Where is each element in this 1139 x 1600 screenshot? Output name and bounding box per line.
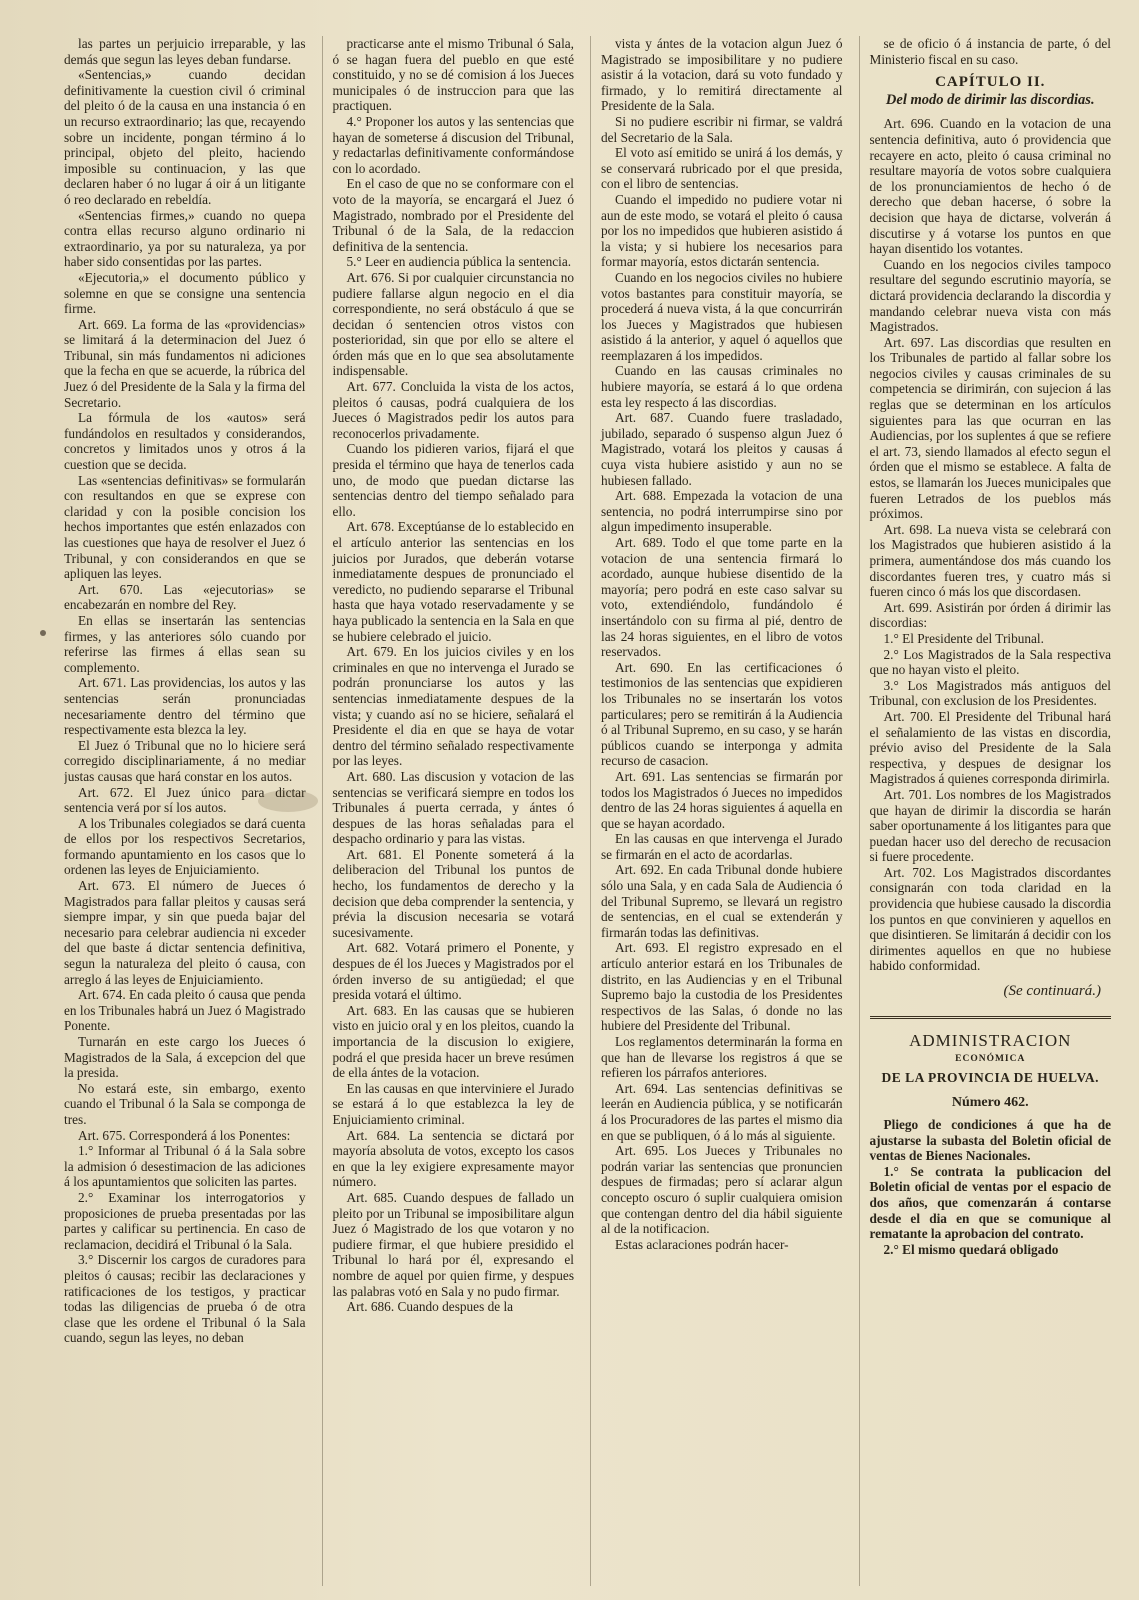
column-2-paragraph: En las causas en que interviniere el Jurado se estará á lo que establezca la ley de Enjuiciamiento criminal.: [332, 1080, 574, 1127]
chapter-subtitle: Del modo de dirimir las discordias.: [885, 91, 1095, 108]
column-2-paragraph: Art. 682. Votará primero el Ponente, y despues de él los Jueces y Magistrados por el órden inverso de su antigüedad; el que presida votará el último.: [332, 940, 574, 1003]
column-1-paragraph: Turnarán en este cargo los Jueces ó Magistrados de la Sala, á excepcion del que la presida.: [64, 1034, 306, 1081]
column-3-paragraph: Art. 691. Las sentencias se firmarán por todos los Magistrados ó Jueces no impedidos dentro de las 24 horas siguientes á aquella en que se hayan acordado.: [601, 768, 843, 831]
chapter-title: CAPÍTULO II.: [935, 74, 1046, 91]
column-3-paragraph: Si no pudiere escribir ni firmar, se valdrá del Secretario de la Sala.: [601, 113, 843, 145]
column-2-paragraph: Cuando los pidieren varios, fijará el que presida el término que haya de tenerlos cada uno, de modo que puedan dictarse las sentencias dentro del tiempo señalado para ello.: [332, 441, 574, 519]
column-3-paragraph: Art. 694. Las sentencias definitivas se leerán en Audiencia pública, y se notificarán á los Procuradores de las partes el mismo dia en que se publiquen, ó á lo más al siguiente.: [601, 1080, 843, 1143]
chapter-paragraph: Art. 699. Asistirán por órden á dirimir las discordias:: [869, 599, 1111, 631]
column-2-paragraph: 5.° Leer en audiencia pública la sentencia.: [346, 254, 572, 270]
column-1-paragraph: Art. 674. En cada pleito ó causa que penda en los Tribunales habrá un Juez ó Magistrado Ponente.: [64, 987, 306, 1034]
notice-number: Número 462.: [951, 1095, 1029, 1111]
column-1-paragraph: A los Tribunales colegiados se dará cuenta de ellos por los respectivos Secretarios, formando apuntamiento en los casos que lo ordenen las leyes de Enjuiciamiento.: [64, 815, 306, 878]
column-1-paragraph: Las «sentencias definitivas» se formularán con resultandos en que se exprese con claridad y con la posible concision los hechos importantes que estén enlazados con las cuestiones que haya de resolver el Juez ó Tribunal, y con considerandos en que se apliquen las leyes.: [64, 472, 306, 582]
column-2-paragraph: Art. 680. Las discusion y votacion de las sentencias se verificará siempre en todos los Tribunales á puerta cerrada, y ántes ó despues de las horas señaladas para el despacho ordinario y para las vistas.: [332, 768, 574, 847]
column-3-paragraph: Art. 693. El registro expresado en el artículo anterior estará en los Tribunales de distrito, en las Audiencias y en el Tribunal Supremo bajo la custodia de los Presidentes respectivos de las Salas, ó donde no las hubiere del Presidente del Tribunal.: [601, 940, 843, 1034]
column-3-paragraph: Los reglamentos determinarán la forma en que han de llevarse los registros á que se refieren los párrafos anteriores.: [601, 1034, 843, 1081]
column-3-paragraph: Art. 688. Empezada la votacion de una sentencia, no podrá interrumpirse sino por algun impedimento insuperable.: [601, 488, 843, 535]
column-3-paragraph: Art. 687. Cuando fuere trasladado, jubilado, separado ó suspenso algun Juez ó Magistrado, votará los pleitos y causas á cuya vista hubiere asistido y aun no se hubiesen fallado.: [601, 410, 843, 488]
column-1-paragraph: En ellas se insertarán las sentencias firmes, y las anteriores sólo cuando por referirse las firmes á ellas sean su complemento.: [64, 612, 306, 675]
column-2-paragraph: Art. 679. En los juicios civiles y en los criminales en que no intervenga el Jurado se podrán pronunciarse los autos y las sentencias inmediatamente despues de la vista; y cuando así no se hiciere, señalará el Presidente el dia en que se haya de votar dentro del término señalado respectivamente por las leyes.: [332, 644, 574, 769]
paper-stain: [258, 790, 318, 812]
notice-heading: Pliego de condiciones á que ha de ajustarse la subasta del Boletin oficial de ventas de Bienes Nacionales.: [869, 1117, 1111, 1164]
column-4-intro: [870, 36, 1112, 67]
column-3: [590, 36, 843, 1586]
chapter-paragraph: Art. 700. El Presidente del Tribunal hará el señalamiento de las vistas en discordia, prévio aviso del Presidente de la Sala respectiva, y despues de designar los Magistrados á quienes corresponda dirimirla.: [869, 708, 1111, 787]
column-1-paragraph: las partes un perjuicio irreparable, y las demás que segun las leyes deban fundarse.: [64, 36, 306, 67]
section-divider: [870, 1016, 1112, 1019]
column-1-paragraph: «Sentencias,» cuando decidan definitivamente la cuestion civil ó criminal del pleito ó de la causa en una instancia ó en un recurso extraordinario; las que, recayendo sobre un incidente, pongan término á lo principal, objeto del pleito, haciendo imposible su continuacion, y las que declaren haber ó no lugar á oir á un litigante ó reo declarado en rebeldía.: [64, 67, 306, 207]
column-1-paragraph: «Sentencias firmes,» cuando no quepa contra ellas recurso alguno ordinario ni extraordinario, ya por su naturaleza, ya por haber sido consentidas por las partes.: [64, 207, 306, 270]
column-2-paragraph: Art. 678. Exceptúanse de lo establecido en el artículo anterior las sentencias en los juicios por Jurados, que deberán votarse inmediatamente despues de pronunciado el veredicto, no pudiendo separarse el Tribunal hasta que haya votado reservadamente y se haya publicado la sentencia en la Sala en que se hubiere celebrado el juicio.: [332, 519, 574, 644]
admin-title: ADMINISTRACION: [909, 1030, 1072, 1050]
column-3-paragraph: vista y ántes de la votacion algun Juez ó Magistrado se imposibilitare y no pudiere asistir á la votacion, dará su voto fundado y firmado, y lo remitirá directamente al Presidente de la Sala.: [601, 36, 843, 114]
column-1-paragraph: 2.° Examinar los interrogatorios y proposiciones de prueba presentadas por las partes y calificar su pertinencia. En caso de reclamacion, decidirá el Tribunal ó la Sala.: [64, 1189, 306, 1252]
column-2-paragraph: Art. 684. La sentencia se dictará por mayoría absoluta de votos, excepto los casos en que la ley exigiere expresamente mayor número.: [332, 1127, 574, 1190]
column-3-paragraph: Estas aclaraciones podrán hacer-: [615, 1236, 789, 1252]
column-3-paragraph: Art. 695. Los Jueces y Tribunales no podrán variar las sentencias que pronuncien despues de firmadas; pero sí aclarar algun concepto oscuro ó suplir cualquiera omision que contengan dentro del dia hábil siguiente al de la notificacion.: [601, 1143, 843, 1237]
chapter-paragraph: Art. 702. Los Magistrados discordantes consignarán con toda claridad en la providencia que hubiese causado la discordia los puntos en que convinieren y aquellos en que disintieren. Se limitarán á decidir con los dirimentes aquellos en que no hubiese habido conformidad.: [869, 864, 1111, 974]
chapter-paragraph: 1.° El Presidente del Tribunal.: [883, 630, 1044, 646]
chapter-paragraph: 2.° Los Magistrados de la Sala respectiva que no hayan visto el pleito.: [869, 646, 1111, 678]
column-2-paragraph: 4.° Proponer los autos y las sentencias que hayan de someterse á discusion del Tribunal, y redactarlas definitivamente conformándose con lo acordado.: [332, 113, 574, 176]
column-1-paragraph: Art. 671. Las providencias, los autos y las sentencias serán pronunciadas necesariamente dentro del término que respectivamente esta blezca la ley.: [64, 675, 306, 738]
column-3-paragraph: Art. 692. En cada Tribunal donde hubiere sólo una Sala, y en cada Sala de Audiencia ó del Tribunal Supremo, se llevará un registro de sentencias, en el cual se extenderán y firmarán todas las definitivas.: [601, 862, 843, 940]
column-1-paragraph: Art. 672. El Juez único para dictar sentencia verá por sí los autos.: [64, 784, 306, 816]
column-3-paragraph: Art. 690. En las certificaciones ó testimonios de las sentencias que expidieren los Tribunales no se insertarán los votos particulares; pero se remitirán á la Audiencia ó al Tribunal Supremo, en su caso, y se harán públicos cuando se interponga y admita recurso de casacion.: [601, 659, 843, 769]
column-2-paragraph: Art. 676. Si por cualquier circunstancia no pudiere fallarse algun negocio en el dia correspondiente, no será obstáculo á que se decidan ó sentencien otros vistos con posterioridad, sin que por ello se altere el órden más que en lo que sea absolutamente indispensable.: [332, 269, 574, 379]
column-1-paragraph: Art. 670. Las «ejecutorias» se encabezarán en nombre del Rey.: [64, 581, 306, 613]
admin-province: DE LA PROVINCIA DE HUELVA.: [881, 1069, 1099, 1085]
column-2-paragraph: Art. 677. Concluida la vista de los actos, pleitos ó causas, podrá cualquiera de los Jueces ó Magistrados pedir los autos para reconocerlos privadamente.: [332, 379, 574, 441]
column-3-paragraph: Cuando en las causas criminales no hubiere mayoría, se estará á lo que ordena esta ley respecto á las discordias.: [601, 363, 843, 410]
chapter-paragraph: Cuando en los negocios civiles tampoco resultare del segundo escrutinio mayoría, se dictará providencia declarando la discordia y mandando celebrar nueva vista con más Magistrados.: [869, 256, 1111, 335]
chapter-paragraph: Art. 701. Los nombres de los Magistrados que hayan de dirimir la discordia se harán saber oportunamente á los litigantes para que puedan hacer uso del derecho de recusacion si fuere procedente.: [869, 786, 1111, 865]
column-1-paragraph: El Juez ó Tribunal que no lo hiciere será corregido disciplinariamente, á no mediar justas causas que hará constar en los autos.: [64, 737, 306, 784]
column-2-paragraph: En el caso de que no se conformare con el voto de la mayoría, se encargará el Juez ó Magistrado, nombrado por el Presidente del Tribunal ó de la Sala, de la redaccion definitiva de la sentencia.: [332, 176, 574, 254]
column-4: [859, 36, 1112, 1586]
continue-label: (Se continuará.): [1003, 983, 1101, 1000]
column-3-paragraph: Cuando el impedido no pudiere votar ni aun de este modo, se votará el pleito ó causa por los no impedidos que hubieren asistido á la vista; y si hubiere los necesarios para formar mayoría, estos dictarán sentencia.: [601, 191, 843, 270]
column-1-paragraph: 3.° Discernir los cargos de curadores para pleitos ó causas; recibir las declaraciones y ratificaciones de los testigos, y practicar todas las diligencias de prueba ó de otra clase que les ordene el Tribunal ó la Sala cuando, segun las leyes, no deban: [64, 1252, 306, 1346]
column-2: [322, 36, 575, 1586]
column-3-paragraph: En las causas en que intervenga el Jurado se firmarán en el acto de acordarlas.: [601, 831, 843, 862]
admin-subtitle: ECONÓMICA: [955, 1054, 1026, 1065]
column-3-paragraph: Art. 689. Todo el que tome parte en la votacion de una sentencia firmará lo acordado, aunque hubiese disentido de la mayoría; pero podrá en este caso salvar su voto, extendiéndolo, fundándolo é insertándolo con su firma al pié, dentro de las 24 horas siguientes, en el libro de votos reservados.: [601, 535, 843, 660]
text-columns: [64, 36, 1111, 1586]
notice-paragraph-2: 2.° El mismo quedará obligado: [883, 1241, 1059, 1257]
column-1-paragraph: Art. 669. La forma de las «providencias» se limitará á la determinacion del Juez ó Tribunal, sin más fundamentos ni adiciones que la fecha en que se acuerde, la rúbrica del Juez ó del Presidente de la Sala y la firma del Secretario.: [64, 316, 306, 410]
column-1-paragraph: Art. 673. El número de Jueces ó Magistrados para fallar pleitos y causas será siempre impar, y sin que pueda bajar del necesario para celebrar audiencia ni exceder del que baste á dictar sentencia definitiva, segun la naturaleza del pleito ó causa, con arreglo á las leyes de Enjuiciamiento.: [64, 878, 306, 987]
column-2-paragraph: practicarse ante el mismo Tribunal ó Sala, ó se hagan fuera del pueblo en que esté constituido, y no se dé comision á los Jueces municipales ó de instruccion para que las practiquen.: [332, 36, 574, 114]
notice-paragraph-1: 1.° Se contrata la publicacion del Boletin oficial de ventas por el espacio de dos años, que comenzarán á contarse desde el dia en que se comunique al rematante la aprobacion del contrato.: [869, 1163, 1111, 1242]
chapter-body: [870, 116, 1112, 974]
column-2-paragraph: Art. 685. Cuando despues de fallado un pleito por un Tribunal se imposibilitare algun Juez ó Magistrado de los que votaron y no pudiere firmar, el que hubiere presidido el Tribunal lo hará por él, expresando el nombre de aquel por quien firme, y despues las palabras votó en Sala y no pudo firmar.: [332, 1189, 574, 1299]
column-3-paragraph: Cuando en los negocios civiles no hubiere votos bastantes para constituir mayoría, se procederá á nueva vista, á la que concurrirán los Jueces y Magistrados que hubiesen asistido á la anterior, y aquel ó aquellos que reemplazaren á los impedidos.: [601, 269, 843, 363]
chapter-paragraph: Art. 698. La nueva vista se celebrará con los Magistrados que hubieren asistido á la primera, aumentándose dos más cuando los discordantes fueren tres, y cuatro más si fueren cinco ó más los que discordasen.: [869, 521, 1111, 600]
column-4-paragraph: se de oficio ó á instancia de parte, ó del Ministerio fiscal en su caso.: [869, 36, 1111, 67]
ink-dot: [40, 630, 46, 636]
column-1-paragraph: No estará este, sin embargo, exento cuando el Tribunal ó la Sala se componga de tres.: [64, 1080, 306, 1127]
chapter-paragraph: Art. 697. Las discordias que resulten en los Tribunales de partido al fallar sobre los negocios civiles y causas criminales de su competencia se dirimirán, con sujecion á las reglas que se determinan en los artículos siguientes para las que ocurran en las Audiencias, por los suplentes á que se refiere el art. 73, siendo llamados al efecto segun el órden que el mismo se establece. A falta de estos, se llamarán los Jueces municipales que fueren Letrados de los pueblos más próximos.: [869, 334, 1111, 522]
column-1-paragraph: Art. 675. Corresponderá á los Ponentes:: [78, 1127, 291, 1143]
column-1-paragraph: La fórmula de los «autos» será fundándolos en resultados y considerandos, concretos y limitados unos y otros á la cuestion que se decida.: [64, 410, 306, 473]
chapter-paragraph: 3.° Los Magistrados más antiguos del Tribunal, con exclusion de los Presidentes.: [869, 677, 1111, 709]
column-3-paragraph: El voto así emitido se unirá á los demás, y se conservará rubricado por el que presida, con el libro de sentencias.: [601, 145, 843, 192]
column-2-paragraph: Art. 681. El Ponente someterá á la deliberacion del Tribunal los puntos de hecho, los fundamentos de derecho y la decision que deba comprender la sentencia, y prévia la discusion necesaria se votará sucesivamente.: [332, 846, 574, 940]
column-1: [64, 36, 306, 1586]
column-1-paragraph: «Ejecutoria,» el documento público y solemne en que se consigne una sentencia firme.: [64, 269, 306, 317]
column-2-paragraph: Art. 686. Cuando despues de la: [346, 1299, 514, 1315]
chapter-paragraph: Art. 696. Cuando en la votacion de una sentencia definitiva, auto ó providencia que recayere en acto, pleito ó causa criminal no resultare mayoría de votos sobre cualquiera de los pronunciamientos de hecho ó de derecho que deban hacerse, ó sobre la decision que haya de dictarse, volverán á discutirse y á votarse los puntos en que hayan disentido los votantes.: [869, 116, 1111, 257]
column-2-paragraph: Art. 683. En las causas que se hubieren visto en juicio oral y en los pleitos, cuando la importancia de la discusion lo exigiere, podrá el que presida hacer un breve resúmen de ella ántes de la votacion.: [332, 1002, 574, 1081]
column-1-paragraph: 1.° Informar al Tribunal ó á la Sala sobre la admision ó desestimacion de las adiciones á los apuntamientos que soliciten las partes.: [64, 1143, 306, 1190]
